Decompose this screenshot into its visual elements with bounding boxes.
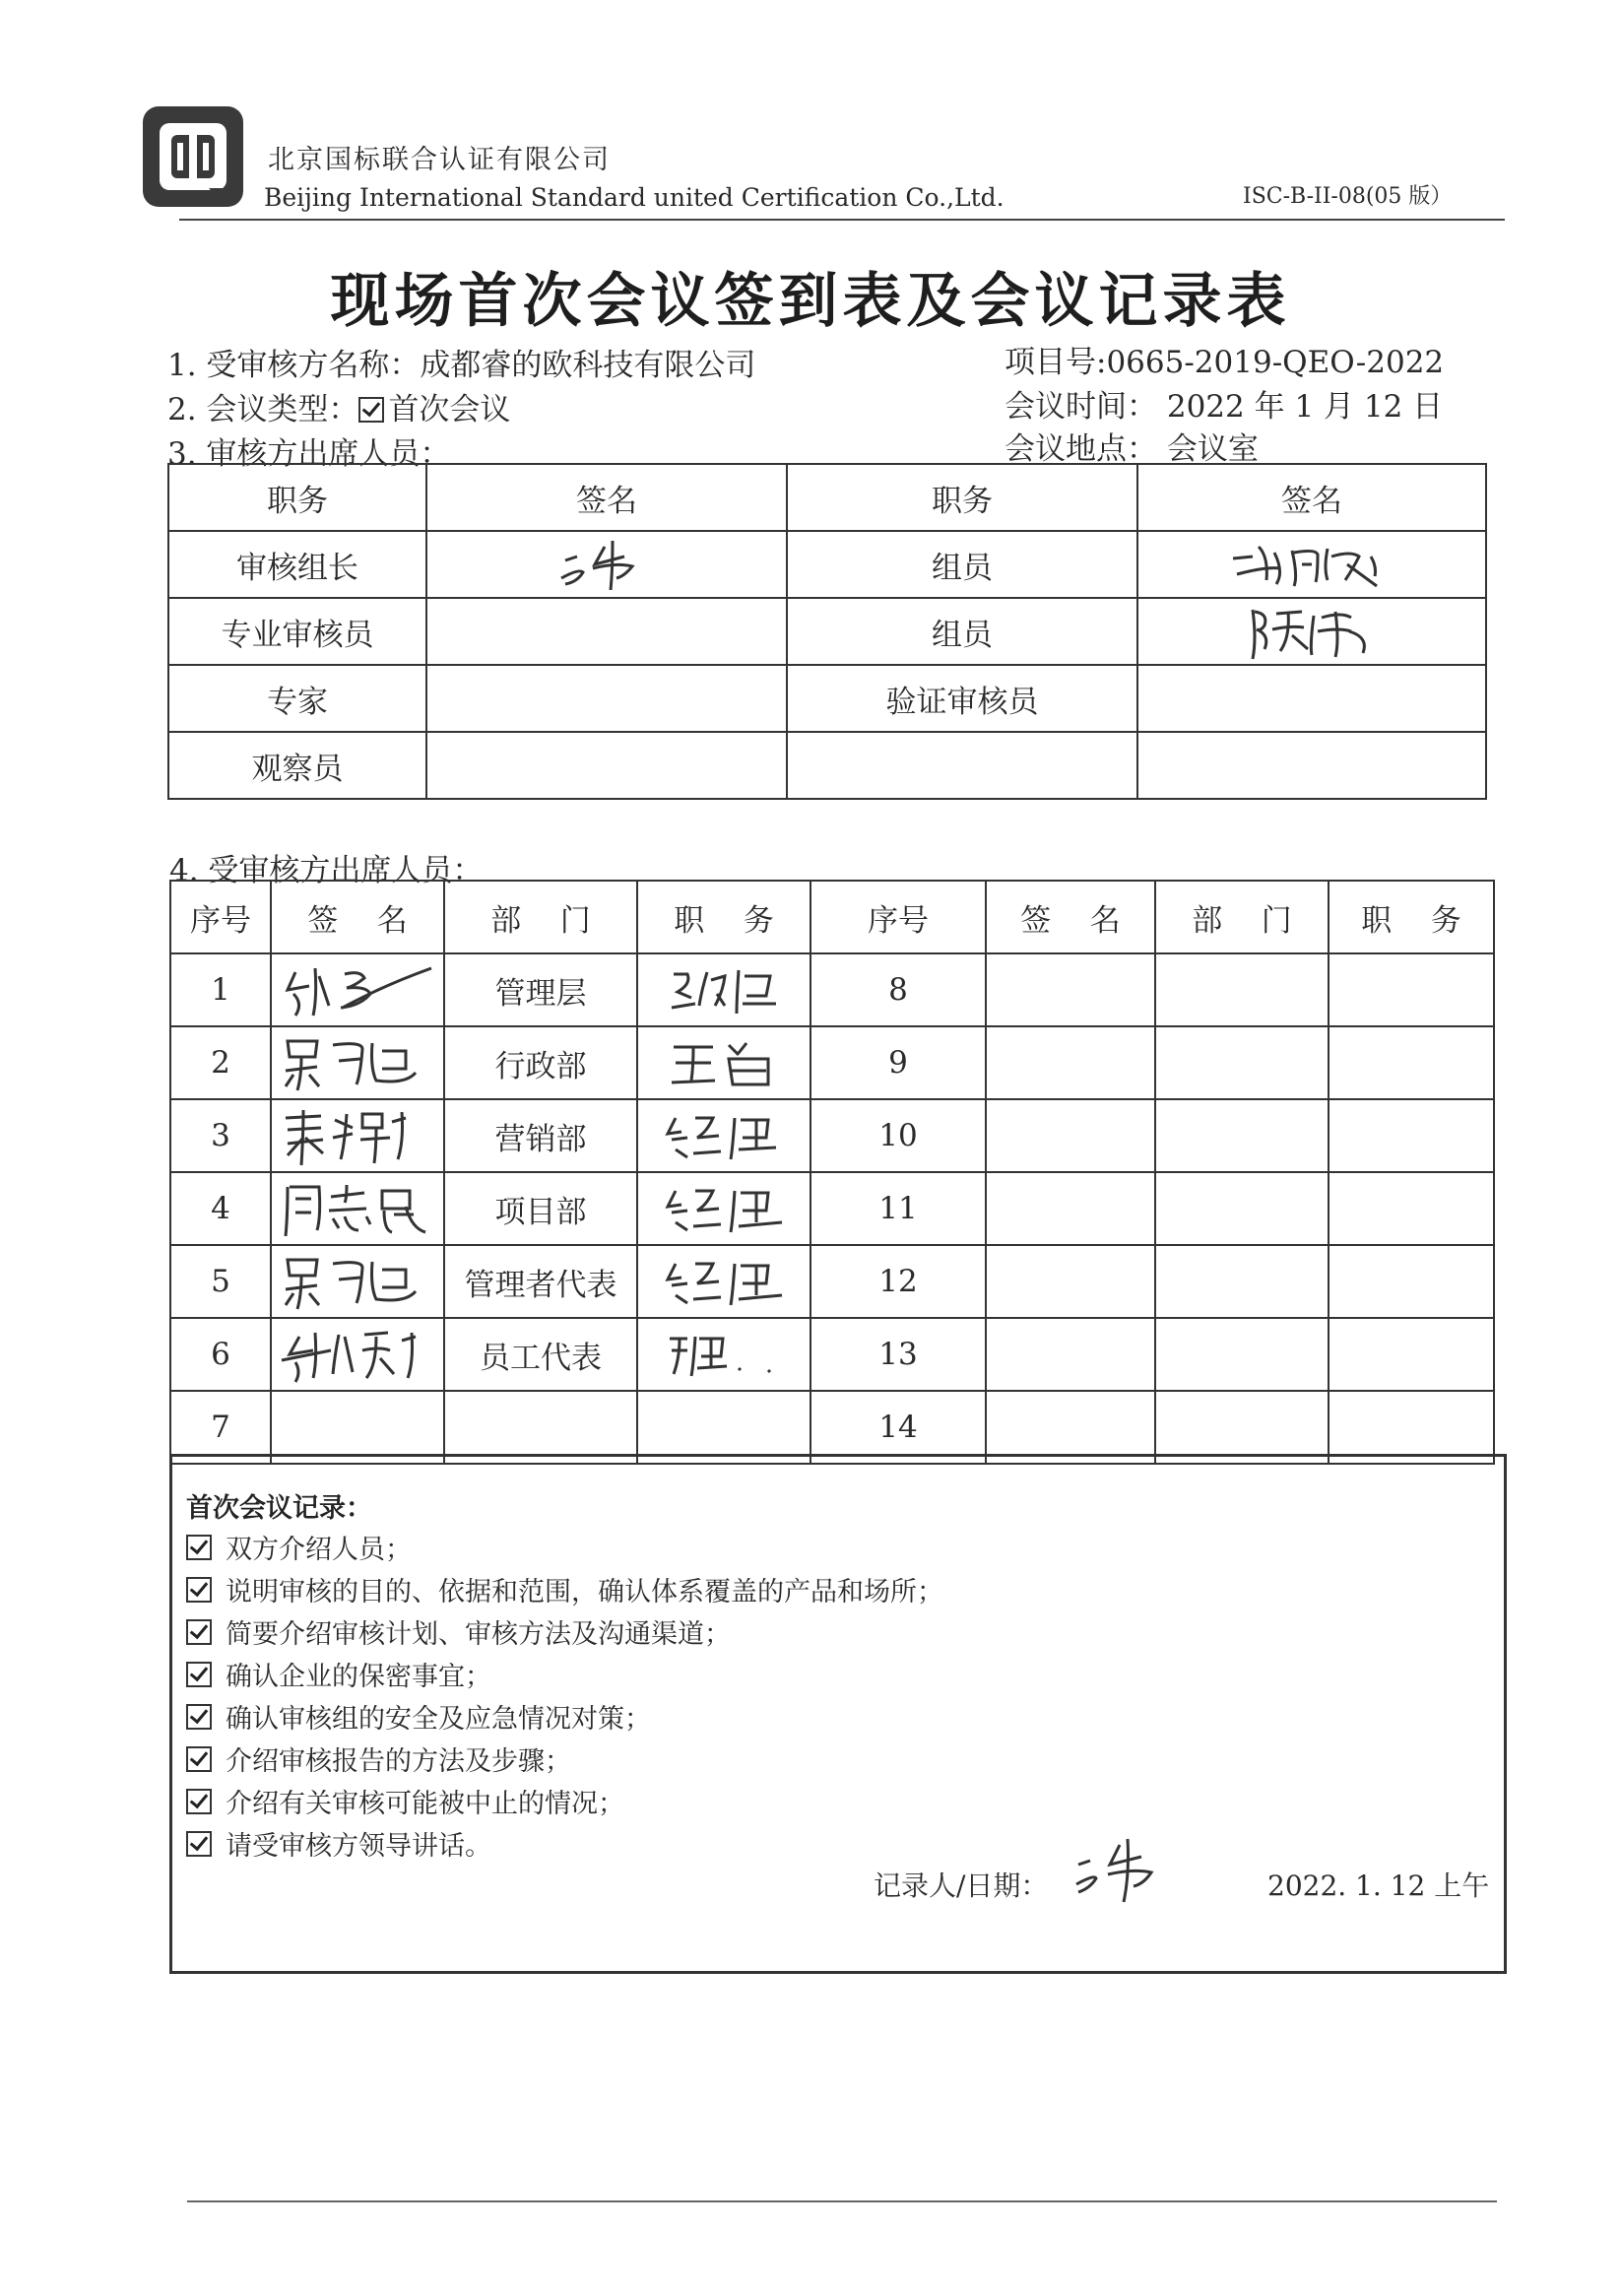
minutes-item [186,1655,491,1693]
role-cell: 验证审核员 [787,665,1137,732]
position-cell [637,1245,810,1318]
position-cell [637,1318,810,1391]
handwritten-signature [548,535,666,594]
role-cell: 审核组长 [168,531,426,598]
project-number: 项目号:0665-2019-QEO-2022 [1005,345,1445,380]
table-row [170,1318,1494,1391]
minutes-item-text: 介绍有关审核可能被中止的情况； [226,1789,624,1819]
signature-cell [1137,598,1486,665]
company-logo [140,103,246,212]
minutes-item-text: 确认审核组的安全及应急情况对策； [226,1704,651,1735]
handwritten-position [660,1106,788,1165]
page-title: 现场首次会议签到表及会议记录表 [330,267,1291,336]
minutes-item [186,1824,491,1863]
minutes-item [186,1782,624,1820]
header-signature: 签名 [426,464,787,531]
table-row [168,732,1486,799]
signature-cell [986,1245,1155,1318]
auditee-attendance-table [169,880,1495,1465]
signature-cell [986,1391,1155,1464]
position-cell [1329,1172,1494,1245]
position-cell [637,1391,810,1464]
signature-cell [426,732,787,799]
signature-cell [1137,732,1486,799]
checked-checkbox-icon [186,1577,212,1603]
checked-checkbox-icon [186,1789,212,1814]
header-divider [179,219,1505,221]
minutes-title: 首次会议记录： [186,1493,372,1524]
handwritten-position [660,1033,788,1092]
department-cell: 营销部 [444,1099,637,1172]
footer-divider [187,2200,1497,2202]
department-cell [444,1391,637,1464]
meeting-type-line [167,384,510,428]
header-signature: 签 名 [986,881,1155,953]
signature-cell [986,1172,1155,1245]
department-cell [1155,1099,1329,1172]
row-number: 9 [810,1026,986,1099]
signature-cell [986,1318,1155,1391]
checked-checkbox-icon [186,1831,212,1857]
handwritten-signature [1223,535,1400,594]
department-cell [1155,1172,1329,1245]
meeting-type-value: 首次会议 [388,392,511,427]
minutes-item-text: 介绍审核报告的方法及步骤； [226,1746,571,1777]
table-row [170,1391,1494,1464]
header-role: 职务 [787,464,1137,531]
position-cell [1329,1245,1494,1318]
row-number: 10 [810,1099,986,1172]
recorder-date-label: 记录人/日期： [874,1870,1049,1902]
role-cell: 专业审核员 [168,598,426,665]
minutes-item [186,1528,412,1566]
row-number: 7 [170,1391,271,1464]
meeting-place: 会议地点： 会议室 [1005,431,1259,467]
minutes-item [186,1739,571,1778]
attendees-label: 4. 受审核方出席人员： [169,853,484,888]
row-number: 14 [810,1391,986,1464]
signature-cell [271,1391,444,1464]
signature-cell [271,1318,444,1391]
department-cell [1155,953,1329,1026]
role-cell: 观察员 [168,732,426,799]
meeting-minutes-box [169,1454,1507,1974]
auditee-line: 1. 受审核方名称：成都睿的欧科技有限公司 [167,348,756,383]
row-number: 6 [170,1318,271,1391]
handwritten-position [660,1179,788,1238]
header-role: 职务 [168,464,426,531]
handwritten-signature [274,1177,441,1240]
position-cell [1329,1026,1494,1099]
row-number: 1 [170,953,271,1026]
position-cell [1329,953,1494,1026]
signature-cell [271,1245,444,1318]
row-number: 3 [170,1099,271,1172]
minutes-item [186,1612,731,1651]
document-code: ISC-B-II-08(05 版） [1243,184,1453,209]
table-row [170,1026,1494,1099]
signature-cell [426,598,787,665]
minutes-item-text: 简要介绍审核计划、审核方法及沟通渠道； [226,1619,731,1650]
handwritten-position [660,960,788,1019]
row-number: 4 [170,1172,271,1245]
department-cell: 管理者代表 [444,1245,637,1318]
handwritten-position [660,1252,788,1311]
handwritten-signature [274,1031,441,1094]
header-number: 序号 [170,881,271,953]
position-cell [637,1099,810,1172]
handwritten-signature [274,1104,441,1167]
signature-cell [426,531,787,598]
header-signature: 签名 [1137,464,1486,531]
department-cell: 行政部 [444,1026,637,1099]
company-name-en: Beijing International Standard united Certification Co.,Ltd. [264,183,1005,212]
table-row [170,1099,1494,1172]
checked-checkbox-icon [186,1619,212,1645]
table-header-row [170,881,1494,953]
signature-cell [271,1099,444,1172]
row-number: 11 [810,1172,986,1245]
signature-cell [986,1026,1155,1099]
role-cell [787,732,1137,799]
department-cell: 员工代表 [444,1318,637,1391]
header-position: 职 务 [1329,881,1494,953]
table-row [170,953,1494,1026]
minutes-item-text: 请受审核方领导讲话。 [226,1831,491,1862]
department-cell: 管理层 [444,953,637,1026]
position-cell [637,1026,810,1099]
table-row [168,531,1486,598]
department-cell [1155,1245,1329,1318]
table-header-row [168,464,1486,531]
header-position: 职 务 [637,881,810,953]
role-cell: 专家 [168,665,426,732]
row-number: 13 [810,1318,986,1391]
signature-cell [986,953,1155,1026]
header-department: 部 门 [444,881,637,953]
signature-cell [1137,531,1486,598]
handwritten-signature [274,1250,441,1313]
checked-checkbox-icon [186,1535,212,1560]
checked-checkbox-icon [358,397,384,423]
row-number: 2 [170,1026,271,1099]
checked-checkbox-icon [186,1662,212,1687]
row-number: 8 [810,953,986,1026]
handwritten-signature [274,1323,441,1386]
row-number: 5 [170,1245,271,1318]
minutes-item-text: 双方介绍人员； [226,1535,412,1565]
signature-cell [1137,665,1486,732]
company-name-cn: 北京国标联合认证有限公司 [268,145,611,175]
record-date: 2022. 1. 12 上午 [1267,1870,1490,1902]
meeting-time: 会议时间： 2022 年 1 月 12 日 [1005,389,1444,425]
signature-cell [426,665,787,732]
signature-cell [986,1099,1155,1172]
department-cell: 项目部 [444,1172,637,1245]
signature-cell [271,953,444,1026]
table-row [168,665,1486,732]
position-cell [637,1172,810,1245]
header-department: 部 门 [1155,881,1329,953]
header-signature: 签 名 [271,881,444,953]
handwritten-signature [274,958,441,1021]
position-cell [1329,1391,1494,1464]
minutes-item-text: 确认企业的保密事宜； [226,1662,491,1692]
position-cell [1329,1318,1494,1391]
table-row [168,598,1486,665]
position-cell [1329,1099,1494,1172]
role-cell: 组员 [787,531,1137,598]
auditor-attendance-table [167,463,1487,800]
auditors-label: 3. 审核方出席人员： [167,436,451,472]
minutes-item [186,1697,651,1736]
checked-checkbox-icon [186,1704,212,1730]
handwritten-position [660,1325,788,1384]
department-cell [1155,1026,1329,1099]
row-number: 12 [810,1245,986,1318]
department-cell [1155,1318,1329,1391]
signature-cell [271,1026,444,1099]
minutes-item-text: 说明审核的目的、依据和范围，确认体系覆盖的产品和场所； [226,1577,943,1607]
header-number: 序号 [810,881,986,953]
position-cell [637,953,810,1026]
role-cell: 组员 [787,598,1137,665]
table-row [170,1172,1494,1245]
meeting-type-label: 2. 会议类型： [167,392,359,427]
table-row [170,1245,1494,1318]
handwritten-signature [1243,602,1381,661]
signature-cell [271,1172,444,1245]
minutes-item [186,1570,943,1608]
department-cell [1155,1391,1329,1464]
handwritten-signature [1069,1831,1177,1910]
checked-checkbox-icon [186,1746,212,1772]
